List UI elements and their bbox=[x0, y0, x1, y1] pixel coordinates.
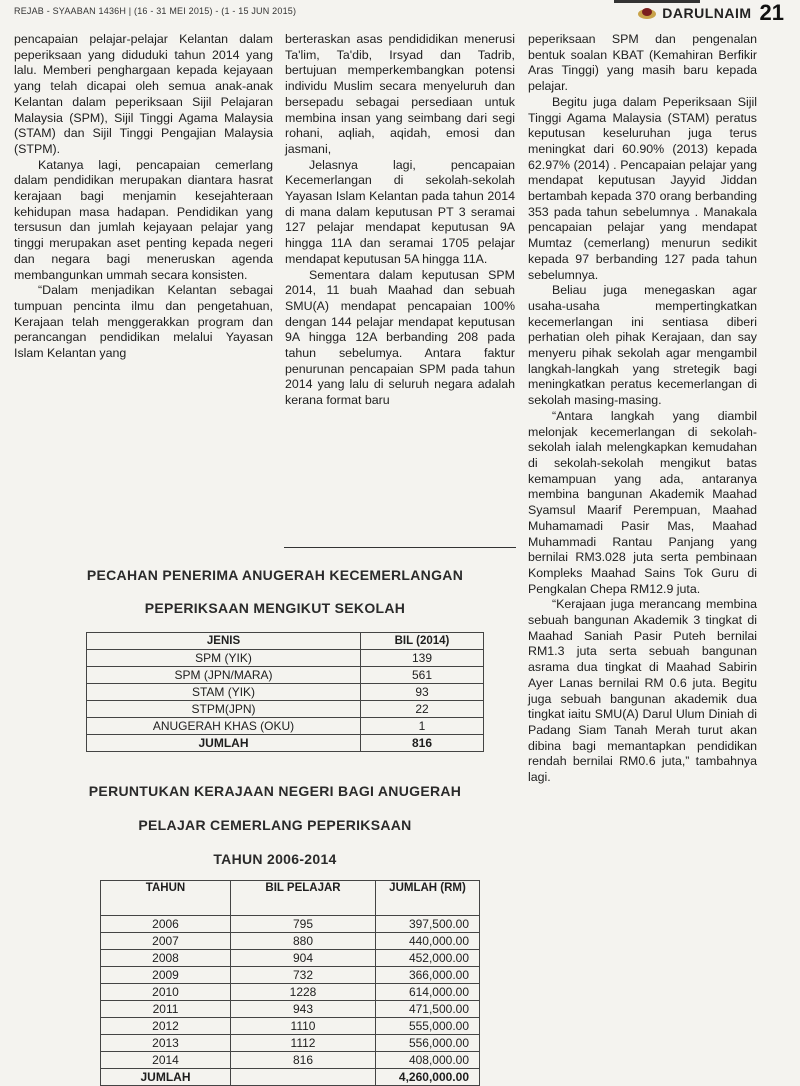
table-row bbox=[87, 684, 484, 701]
table-header-row bbox=[101, 881, 480, 916]
cell-count: 1112 bbox=[231, 1035, 376, 1052]
page-number: 21 bbox=[759, 0, 784, 25]
cell-bil: 139 bbox=[361, 650, 484, 667]
table1-subtitle: PEPERIKSAAN MENGIKUT SEKOLAH bbox=[144, 600, 406, 616]
article-column-1 bbox=[14, 32, 273, 362]
cell-jenis: SPM (YIK) bbox=[87, 650, 361, 667]
cell-year: 2013 bbox=[101, 1035, 231, 1052]
cell-year: 2012 bbox=[101, 1018, 231, 1035]
cell-count: 943 bbox=[231, 1001, 376, 1018]
cell-count: 1228 bbox=[231, 984, 376, 1001]
cell-amount: 452,000.00 bbox=[376, 950, 480, 967]
paragraph: Beliau juga menegaskan agar usaha-usaha mempertingkatkan kecemerlangan ini sentiasa diberi perhatian oleh pihak Kerajaan, dan say menyeru pihak sekolah agar mengambil langkah-langkah yang stretegik bagi meningkatkan peratus kecemerlangan di sekolah masing-masing. bbox=[528, 283, 757, 408]
awards-by-school-table bbox=[86, 632, 484, 752]
cell-jenis: STAM (YIK) bbox=[87, 684, 361, 701]
table-row bbox=[101, 950, 480, 967]
paragraph: Jelasnya lagi, pencapaian Kecemerlangan di sekolah-sekolah Yayasan Islam Kelantan pada tahun 2014 di mana dalam keputusan PT 3 seramai 127 pelajar mendapat keputusan 9A hingga 11A dan seramai 1705 pelajar mendapat keputusan 5A hingga 11A. bbox=[285, 157, 515, 266]
paragraph: Sementara dalam keputusan SPM 2014, 11 buah Maahad dan sebuah SMU(A) mendapat pencapaian 100% dengan 144 pelajar mendapat keputusan 9A hingga 12A berbanding 208 pada tahun sebelumya. Antara faktur penurunan pencapaian SPM pada tahun 2014 yang lalu di seluruh negara adalah kerana format baru bbox=[285, 267, 515, 408]
cell-amount: 555,000.00 bbox=[376, 1018, 480, 1035]
column-header: JENIS bbox=[87, 633, 361, 650]
column-header: BIL (2014) bbox=[361, 633, 484, 650]
cell-count: 795 bbox=[231, 916, 376, 933]
cell-jenis: SPM (JPN/MARA) bbox=[87, 667, 361, 684]
table-row bbox=[101, 1001, 480, 1018]
cell-jenis: ANUGERAH KHAS (OKU) bbox=[87, 718, 361, 735]
crest-logo-icon bbox=[636, 6, 658, 20]
cell-year: 2010 bbox=[101, 984, 231, 1001]
column-header: JUMLAH (RM) bbox=[376, 881, 480, 916]
cell-year: 2006 bbox=[101, 916, 231, 933]
table-row bbox=[87, 650, 484, 667]
table-row bbox=[87, 667, 484, 684]
table-row bbox=[87, 718, 484, 735]
article-column-2 bbox=[285, 32, 515, 409]
state-allocation-table bbox=[100, 880, 480, 1086]
cell-bil: 93 bbox=[361, 684, 484, 701]
table2-subtitle: PELAJAR CEMERLANG PEPERIKSAAN bbox=[138, 817, 412, 833]
table1-title: PECAHAN PENERIMA ANUGERAH KECEMERLANGAN bbox=[86, 567, 464, 583]
total-amount: 4,260,000.00 bbox=[376, 1069, 480, 1086]
paragraph: berteraskan asas pendididikan menerusi Ta'lim, Ta'dib, Irsyad dan Tadrib, bertujuan memperkembangkan potensi individu Muslim secara menyeluruh dan bersepadu sebagai persediaan untuk membina insan yang seimbang dari segi rohani, aqliah, aqidah, emosi dan jasmani, bbox=[285, 32, 515, 156]
cell-year: 2009 bbox=[101, 967, 231, 984]
table-row bbox=[101, 984, 480, 1001]
paragraph: “Dalam menjadikan Kelantan sebagai tumpuan pencinta ilmu dan pengetahuan, Kerajaan telah menggerakkan program dan perancangan pendidikan melalui Yayasan Islam Kelantan yang bbox=[14, 283, 273, 361]
cell-amount: 440,000.00 bbox=[376, 933, 480, 950]
table2-title: PERUNTUKAN KERAJAAN NEGERI BAGI ANUGERAH bbox=[88, 783, 462, 799]
paragraph: Katanya lagi, pencapaian cemerlang dalam pendidikan merupakan diantara hasrat kerajaan bagi menjamin kesejahteraan kehidupan masa hadapan. Pendidikan yang tersusun dan jumlah kejayaan pelajar yang tinggi merupakan aset penting kepada negeri dan negara bagi meneruskan agenda membangunkan ummah secara konsisten. bbox=[14, 157, 273, 282]
cell-amount: 471,500.00 bbox=[376, 1001, 480, 1018]
column-header: BIL PELAJAR bbox=[231, 881, 376, 916]
total-label: JUMLAH bbox=[101, 1069, 231, 1086]
table-total-row bbox=[87, 735, 484, 752]
total-value: 816 bbox=[361, 735, 484, 752]
cell-count: 816 bbox=[231, 1052, 376, 1069]
table-row bbox=[101, 1018, 480, 1035]
cell-count: 1110 bbox=[231, 1018, 376, 1035]
publication-name: DARULNAIM bbox=[662, 5, 752, 21]
cell-bil: 561 bbox=[361, 667, 484, 684]
table-row bbox=[101, 933, 480, 950]
cell-amount: 366,000.00 bbox=[376, 967, 480, 984]
paragraph: “Kerajaan juga merancang membina sebuah bangunan Akademik 3 tingkat di Maahad Saniah Pasir Puteh bernilai RM1.3 juta serta sebuah bangunan asrama dua tingkat di Maahad Sabirin Ayer Lanas bernilai RM 0.6 juta. Begitu juga sebuah bangunan akademik dua tingkat iaitu SMU(A) Darul Ulum Diniah di Padang Siam Tanah Merah turut akan dibina bagi memantapkan pendidikan rendah bernilai RM0.6 juta,” tambahnya lagi. bbox=[528, 597, 757, 785]
cell-count: 880 bbox=[231, 933, 376, 950]
table-row bbox=[87, 701, 484, 718]
table-row bbox=[101, 1035, 480, 1052]
cell-amount: 614,000.00 bbox=[376, 984, 480, 1001]
cell-amount: 408,000.00 bbox=[376, 1052, 480, 1069]
masthead bbox=[636, 0, 784, 26]
total-count bbox=[231, 1069, 376, 1086]
column-header: TAHUN bbox=[101, 881, 231, 916]
paragraph: peperiksaan SPM dan pengenalan bentuk soalan KBAT (Kemahiran Berfikir Aras Tinggi) yang masih baru kepada pelajar. bbox=[528, 32, 757, 94]
paragraph: Begitu juga dalam Peperiksaan Sijil Tinggi Agama Malaysia (STAM) peratus keputusan keseluruhan juga terus meningkat dari 60.90% (2013) kepada 62.97% (2014) . Pencapaian pelajar yang mendapat keputusan Jayyid Jiddan bertambah kepada 370 orang berbanding 353 pada tahun sebelumnya . Manakala pencapaian pelajar yang mendapat Mumtaz (cemerlang) menurun sedikit kepada 97 berbanding 127 pada tahun sebelumnya. bbox=[528, 94, 757, 282]
cell-jenis: STPM(JPN) bbox=[87, 701, 361, 718]
cell-year: 2007 bbox=[101, 933, 231, 950]
cell-bil: 1 bbox=[361, 718, 484, 735]
cell-year: 2008 bbox=[101, 950, 231, 967]
table-header-row bbox=[87, 633, 484, 650]
cell-year: 2011 bbox=[101, 1001, 231, 1018]
table-row bbox=[101, 916, 480, 933]
total-label: JUMLAH bbox=[87, 735, 361, 752]
table2-years: TAHUN 2006-2014 bbox=[213, 851, 337, 867]
table-row bbox=[101, 1052, 480, 1069]
cell-amount: 556,000.00 bbox=[376, 1035, 480, 1052]
table-row bbox=[101, 967, 480, 984]
column-end-rule bbox=[284, 547, 516, 548]
paragraph: “Antara langkah yang diambil melonjak kecemerlangan di sekolah-sekolah ialah melengkapkan kemudahan di sekolah-sekolah mengikut batas kemampuan yang ada, antaranya membina bangunan Akademik Maahad Syamsul Maarif Perempuan, Maahad Muhamamadi Pasir Mas, Maahad Muhammadi Rantau Panjang yang bernilai RM3.028 juta serta pembinaan Kompleks Maahad Sains Tok Guru di Pengkalan Chepa RM12.9 juta. bbox=[528, 408, 757, 596]
cell-bil: 22 bbox=[361, 701, 484, 718]
cell-year: 2014 bbox=[101, 1052, 231, 1069]
article-column-3 bbox=[528, 32, 757, 786]
table-total-row bbox=[101, 1069, 480, 1086]
issue-date-header: REJAB - SYAABAN 1436H | (16 - 31 MEI 2015) - (1 - 15 JUN 2015) bbox=[14, 6, 297, 16]
paragraph: pencapaian pelajar-pelajar Kelantan dalam peperiksaan yang diduduki tahun 2014 yang lalu. Memberi penghargaan kepada kejayaan yang telah dicapai oleh semua anak-anak Kelantan dalam peperiksaan Sijil Pelajaran Malaysia (SPM), Sijil Tinggi Agama Malaysia (STAM) dan Sijil Tinggi Pengajian Malaysia (STPM). bbox=[14, 32, 273, 156]
cell-amount: 397,500.00 bbox=[376, 916, 480, 933]
cell-count: 732 bbox=[231, 967, 376, 984]
cell-count: 904 bbox=[231, 950, 376, 967]
